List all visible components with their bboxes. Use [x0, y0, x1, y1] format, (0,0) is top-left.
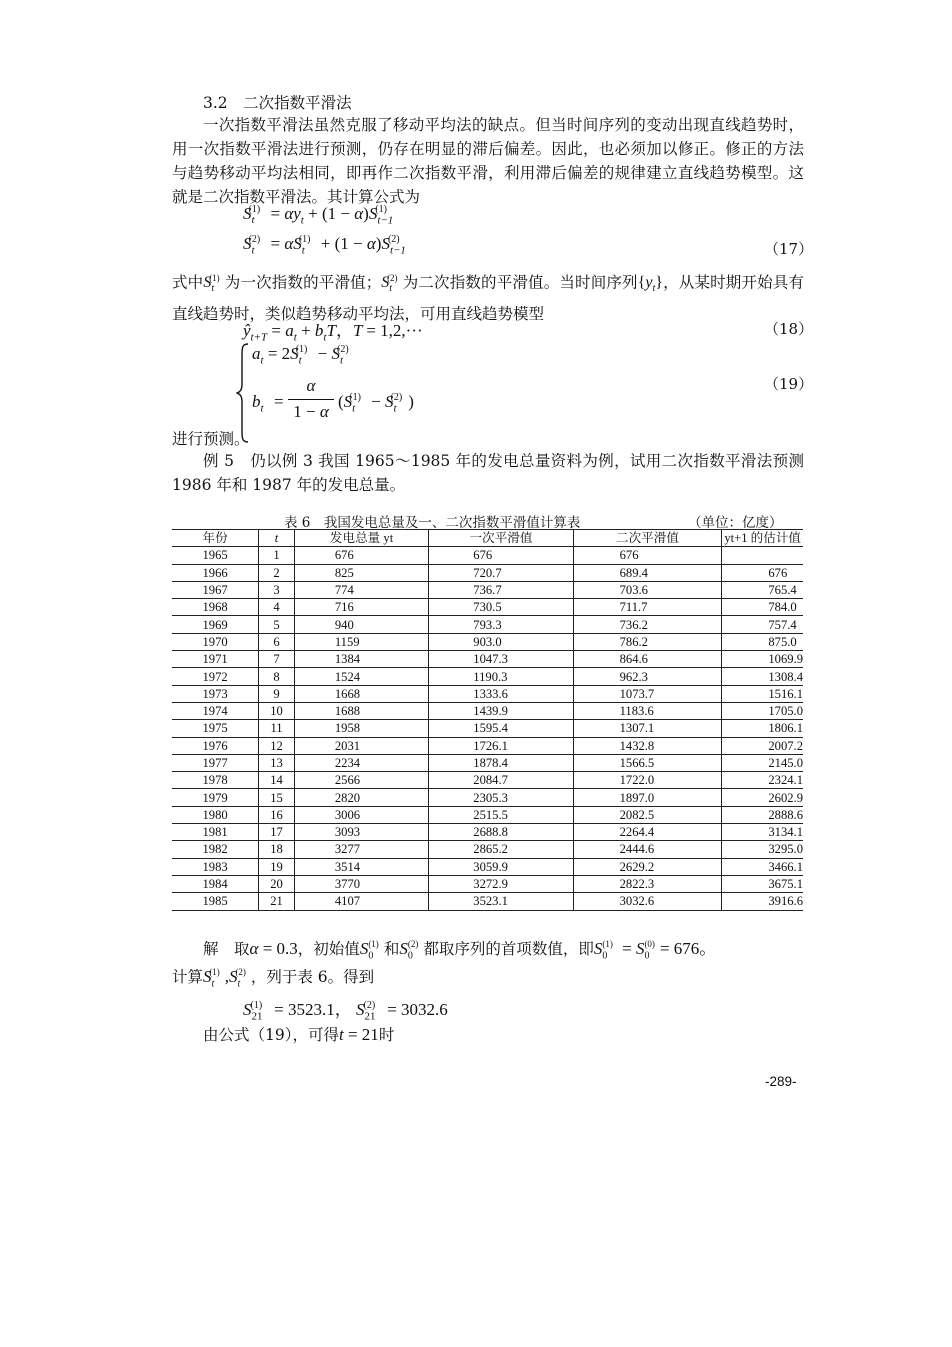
cell-year: 1966	[172, 564, 259, 581]
cell-first-smooth: 1726.1	[429, 737, 573, 754]
cell-year: 1969	[172, 616, 259, 633]
cell-t: 11	[259, 720, 295, 737]
cell-t: 3	[259, 581, 295, 598]
cell-output: 676	[294, 547, 428, 564]
table-row	[172, 720, 803, 737]
cell-second-smooth: 1073.7	[573, 685, 722, 702]
cell-year: 1967	[172, 581, 259, 598]
cell-t: 16	[259, 806, 295, 823]
table-row	[172, 789, 803, 806]
cell-second-smooth: 1432.8	[573, 737, 722, 754]
cell-output: 2031	[294, 737, 428, 754]
cell-t: 6	[259, 633, 295, 650]
result-values: $S_{21}^{(1)} = 3523.1$， $S_{21}^{(2)} = 3032.6$	[243, 1000, 448, 1023]
cell-second-smooth: 1183.6	[573, 702, 722, 719]
table-row	[172, 702, 803, 719]
cell-estimate: 2145.0	[722, 754, 803, 771]
cell-output: 3006	[294, 806, 428, 823]
cell-output: 1688	[294, 702, 428, 719]
header-second-smooth: 二次平滑值	[573, 530, 722, 547]
equation-18-number: （18）	[764, 320, 814, 338]
cell-first-smooth: 3059.9	[429, 858, 573, 875]
cell-estimate: 1705.0	[722, 702, 803, 719]
table-header-row	[172, 530, 803, 547]
cell-output: 1668	[294, 685, 428, 702]
cell-year: 1968	[172, 599, 259, 616]
cell-estimate: 1308.4	[722, 668, 803, 685]
cell-second-smooth: 689.4	[573, 564, 722, 581]
table-row	[172, 651, 803, 668]
cell-year: 1983	[172, 858, 259, 875]
cell-first-smooth: 1439.9	[429, 702, 573, 719]
solution-compute-line: 计算$S_t^{(1)}$ $,S_t^{(2)}$ ，列于表 6。得到	[172, 967, 375, 990]
cell-t: 14	[259, 772, 295, 789]
cell-estimate: 2007.2	[722, 737, 803, 754]
cell-t: 17	[259, 824, 295, 841]
table-row	[172, 858, 803, 875]
cell-output: 3514	[294, 858, 428, 875]
table-row	[172, 737, 803, 754]
cell-t: 8	[259, 668, 295, 685]
cell-estimate: 1069.9	[722, 651, 803, 668]
cell-t: 12	[259, 737, 295, 754]
prediction-text: 进行预测。	[172, 430, 250, 448]
table-row	[172, 754, 803, 771]
cell-t: 4	[259, 599, 295, 616]
equation-18: $ŷ_{t+T} = a_t + b_tT$，T = 1,2,···	[243, 321, 423, 344]
cell-estimate: 3675.1	[722, 875, 803, 892]
cell-first-smooth: 2688.8	[429, 824, 573, 841]
section-heading: 3.2 二次指数平滑法	[203, 94, 352, 112]
cell-year: 1965	[172, 547, 259, 564]
header-t: t	[259, 530, 295, 547]
cell-estimate: 3916.6	[722, 893, 803, 910]
cell-year: 1971	[172, 651, 259, 668]
cell-estimate: 2888.6	[722, 806, 803, 823]
table-row	[172, 581, 803, 598]
cell-second-smooth: 864.6	[573, 651, 722, 668]
cell-year: 1982	[172, 841, 259, 858]
cell-year: 1984	[172, 875, 259, 892]
cell-output: 2234	[294, 754, 428, 771]
equation-17-line-2: $S_t^{(2)} = \alpha S_t^{(1)} + (1 - \alpha)S_{t-1}^{(2)}$	[243, 234, 406, 257]
cell-output: 774	[294, 581, 428, 598]
cell-estimate: 784.0	[722, 599, 803, 616]
cell-estimate: 757.4	[722, 616, 803, 633]
cell-estimate: 3134.1	[722, 824, 803, 841]
formula-reference-line: 由公式（19），可得t = 21时	[203, 1025, 395, 1044]
cell-second-smooth: 736.2	[573, 616, 722, 633]
cell-second-smooth: 711.7	[573, 599, 722, 616]
cell-t: 9	[259, 685, 295, 702]
cell-output: 1958	[294, 720, 428, 737]
cell-second-smooth: 3032.6	[573, 893, 722, 910]
cell-first-smooth: 736.7	[429, 581, 573, 598]
cell-year: 1975	[172, 720, 259, 737]
cell-first-smooth: 793.3	[429, 616, 573, 633]
table-row	[172, 616, 803, 633]
cell-second-smooth: 2082.5	[573, 806, 722, 823]
cell-estimate: 3466.1	[722, 858, 803, 875]
page-number: -289-	[765, 1074, 797, 1089]
cell-year: 1981	[172, 824, 259, 841]
cell-t: 13	[259, 754, 295, 771]
cell-t: 10	[259, 702, 295, 719]
equation-19-number: （19）	[764, 375, 814, 393]
table-row	[172, 875, 803, 892]
cell-t: 1	[259, 547, 295, 564]
cell-second-smooth: 786.2	[573, 633, 722, 650]
cell-first-smooth: 2865.2	[429, 841, 573, 858]
cell-second-smooth: 2444.6	[573, 841, 722, 858]
cell-estimate: 2324.1	[722, 772, 803, 789]
cell-first-smooth: 2084.7	[429, 772, 573, 789]
cell-year: 1985	[172, 893, 259, 910]
table-row	[172, 668, 803, 685]
cell-output: 940	[294, 616, 428, 633]
cell-first-smooth: 676	[429, 547, 573, 564]
example-paragraph: 例 5 仍以例 3 我国 1965～1985 年的发电总量资料为例，试用二次指数平滑法预测 1986 年和 1987 年的发电总量。	[172, 452, 804, 494]
cell-second-smooth: 2264.4	[573, 824, 722, 841]
cell-first-smooth: 3272.9	[429, 875, 573, 892]
cell-year: 1976	[172, 737, 259, 754]
header-output: 发电总量 yt	[294, 530, 428, 547]
equation-17-number: （17）	[764, 240, 814, 258]
intro-paragraph: 一次指数平滑法虽然克服了移动平均法的缺点。但当时间序列的变动出现直线趋势时，用一次指数平滑法进行预测，仍存在明显的滞后偏差。因此，也必须加以修正。修正的方法与趋势移动平均法相同，即再作二次指数平滑，利用滞后偏差的规律建立直线趋势模型。这就是二次指数平滑法。其计算公式为	[172, 116, 804, 206]
cell-t: 20	[259, 875, 295, 892]
cell-year: 1980	[172, 806, 259, 823]
cell-output: 1384	[294, 651, 428, 668]
data-table	[172, 529, 803, 911]
cell-year: 1972	[172, 668, 259, 685]
cell-t: 19	[259, 858, 295, 875]
cell-second-smooth: 1307.1	[573, 720, 722, 737]
document-page: 3.2 二次指数平滑法 一次指数平滑法虽然克服了移动平均法的缺点。但当时间序列的变动出现直线趋势时，用一次指数平滑法进行预测，仍存在明显的滞后偏差。因此，也必须加以修正。修正的方法与趋势移动平均法相同，即再作二次指数平滑，利用滞后偏差的规律建立直线趋势模型。这就是二次指数平滑法。其计算公式为 $S_t^{(1)} = \alpha y_t + (1 - \alpha)S_{t-1}^{(1)}$ $S_t^{(2)} = \alpha S_t^{(1)} + (1 - \alpha)S_{t-1}^{(2)}$ （17） 式中$S_t^{(1)}$ 为一次指数的平滑值；$S_t^{(2)}$ 为二次指数的平滑值。当时间序列$\{y_t\}$，从某时期开始具有直线趋势时，类似趋势移动平均法，可用直线趋势模型 $ŷ_{t+T} = a_t + b_tT$，T = 1,2,··· （18） $a_t = 2S_t^{(1)} - S_t^{(2)}$ $b_t$ = α 1 − α ($S_t^{(1)} - S_t^{(2)}$ ) （19） 进行预测。 例 5 仍以例 3 我国 1965～1985 年的发电总量资料为例，试用二次指数平滑法预测 1986 年和 1987 年的发电总量。 表 6 我国发电总量及一、二次指数平滑值计算表 （单位：亿度） 年份 t 发电总量 yt 一次平滑值 二次平滑值 yt+1 的估计值 1965 1 676 676 676 1966 2 825 720.7 689.4 676 1967 3 774 736.7 703.6 765.4 1968 4 716 730.5 711.7 784.0 1969 5 940 793.3 736.2 757.4 1970 6 1159 903.0 786.2 875.0 1971 7 1384 1047.3 864.6 1069.9 1972 8 1524 1190.3 962.3 1308.4 1973 9 1668 1333.6 1073.7 1516.1 1974 10 1688 1439.9 1183.6 1705.0 1975 11 1958 1595.4 1307.1 1806.1 1976 12 2031 1726.1 1432.8 2007.2 1977 13 2234 1878.4 1566.5 2145.0 1978 14 2566 2084.7 1722.0 2324.1 1979 15 2820 2305.3 1897.0 2602.9 1980 16 3006 2515.5 2082.5 2888.6 1981 17 3093 2688.8 2264.4 3134.1 1982 18 3277 2865.2 2444.6 3295.0 1983 19 3514 3059.9 2629.2 3466.1 1984 20 3770 3272.9 2822.3 3675.1 1985 21 4107 3523.1 3032.6 3916.6 解 取α = 0.3，初始值$S_0^{(1)}$ 和$S_0^{(2)}$ 都取序列的首项数值，即$S_0^{(1)} = S_0^{(0)} = 676$。 计算$S_t^{(1)}$ $,S_t^{(2)}$ ，列于表 6。得到 $S_{21}^{(1)} = 3523.1$， $S_{21}^{(2)} = 3032.6$ 由公式（19），可得t = 21时 -289-	[0, 0, 952, 1347]
cell-first-smooth: 1047.3	[429, 651, 573, 668]
cell-second-smooth: 2822.3	[573, 875, 722, 892]
cell-first-smooth: 3523.1	[429, 893, 573, 910]
cell-estimate: 2602.9	[722, 789, 803, 806]
cell-year: 1977	[172, 754, 259, 771]
cell-estimate: 676	[722, 564, 803, 581]
cell-output: 3277	[294, 841, 428, 858]
cell-t: 2	[259, 564, 295, 581]
cell-year: 1978	[172, 772, 259, 789]
cell-estimate: 3295.0	[722, 841, 803, 858]
cell-second-smooth: 1722.0	[573, 772, 722, 789]
cell-first-smooth: 720.7	[429, 564, 573, 581]
cell-first-smooth: 903.0	[429, 633, 573, 650]
cell-year: 1970	[172, 633, 259, 650]
table-row	[172, 685, 803, 702]
table-caption: 表 6 我国发电总量及一、二次指数平滑值计算表	[284, 515, 581, 531]
cell-first-smooth: 1190.3	[429, 668, 573, 685]
table-row	[172, 547, 803, 564]
cell-first-smooth: 2305.3	[429, 789, 573, 806]
cell-first-smooth: 1595.4	[429, 720, 573, 737]
cell-output: 3770	[294, 875, 428, 892]
cell-output: 1159	[294, 633, 428, 650]
table-row	[172, 599, 803, 616]
cell-output: 716	[294, 599, 428, 616]
cell-t: 21	[259, 893, 295, 910]
cell-output: 3093	[294, 824, 428, 841]
cell-second-smooth: 676	[573, 547, 722, 564]
table-row	[172, 893, 803, 910]
equation-19-a: $a_t = 2S_t^{(1)} - S_t^{(2)}$	[252, 344, 349, 367]
cell-first-smooth: 1878.4	[429, 754, 573, 771]
cell-year: 1979	[172, 789, 259, 806]
table-row	[172, 806, 803, 823]
table-row	[172, 633, 803, 650]
cell-estimate: 1806.1	[722, 720, 803, 737]
cell-output: 4107	[294, 893, 428, 910]
cell-second-smooth: 703.6	[573, 581, 722, 598]
cell-year: 1974	[172, 702, 259, 719]
cell-first-smooth: 1333.6	[429, 685, 573, 702]
cell-t: 18	[259, 841, 295, 858]
table-row	[172, 772, 803, 789]
cell-t: 15	[259, 789, 295, 806]
cell-output: 2566	[294, 772, 428, 789]
cell-second-smooth: 2629.2	[573, 858, 722, 875]
header-first-smooth: 一次平滑值	[429, 530, 573, 547]
table-row	[172, 564, 803, 581]
cell-second-smooth: 1897.0	[573, 789, 722, 806]
table-row	[172, 841, 803, 858]
cell-estimate: 765.4	[722, 581, 803, 598]
header-year: 年份	[172, 530, 259, 547]
cell-output: 2820	[294, 789, 428, 806]
cell-t: 5	[259, 616, 295, 633]
cell-output: 1524	[294, 668, 428, 685]
equation-17-line-1: $S_t^{(1)} = \alpha y_t + (1 - \alpha)S_{t-1}^{(1)}$	[243, 204, 394, 227]
cell-estimate	[722, 547, 803, 564]
table-row	[172, 824, 803, 841]
cell-year: 1973	[172, 685, 259, 702]
cell-t: 7	[259, 651, 295, 668]
cell-first-smooth: 730.5	[429, 599, 573, 616]
table-unit: （单位：亿度）	[688, 515, 783, 531]
cell-estimate: 875.0	[722, 633, 803, 650]
cell-output: 825	[294, 564, 428, 581]
definition-paragraph: 式中$S_t^{(1)}$ 为一次指数的平滑值；$S_t^{(2)}$ 为二次指数的平滑值。当时间序列$\{y_t\}$，从某时期开始具有直线趋势时，类似趋势移动平均法，可用直线趋势模型	[172, 273, 804, 323]
header-estimate: yt+1 的估计值	[722, 530, 803, 547]
cell-first-smooth: 2515.5	[429, 806, 573, 823]
solution-line: 解 取α = 0.3，初始值$S_0^{(1)}$ 和$S_0^{(2)}$ 都取序列的首项数值，即$S_0^{(1)} = S_0^{(0)} = 676$。	[203, 939, 717, 962]
cell-second-smooth: 1566.5	[573, 754, 722, 771]
cell-estimate: 1516.1	[722, 685, 803, 702]
cell-second-smooth: 962.3	[573, 668, 722, 685]
